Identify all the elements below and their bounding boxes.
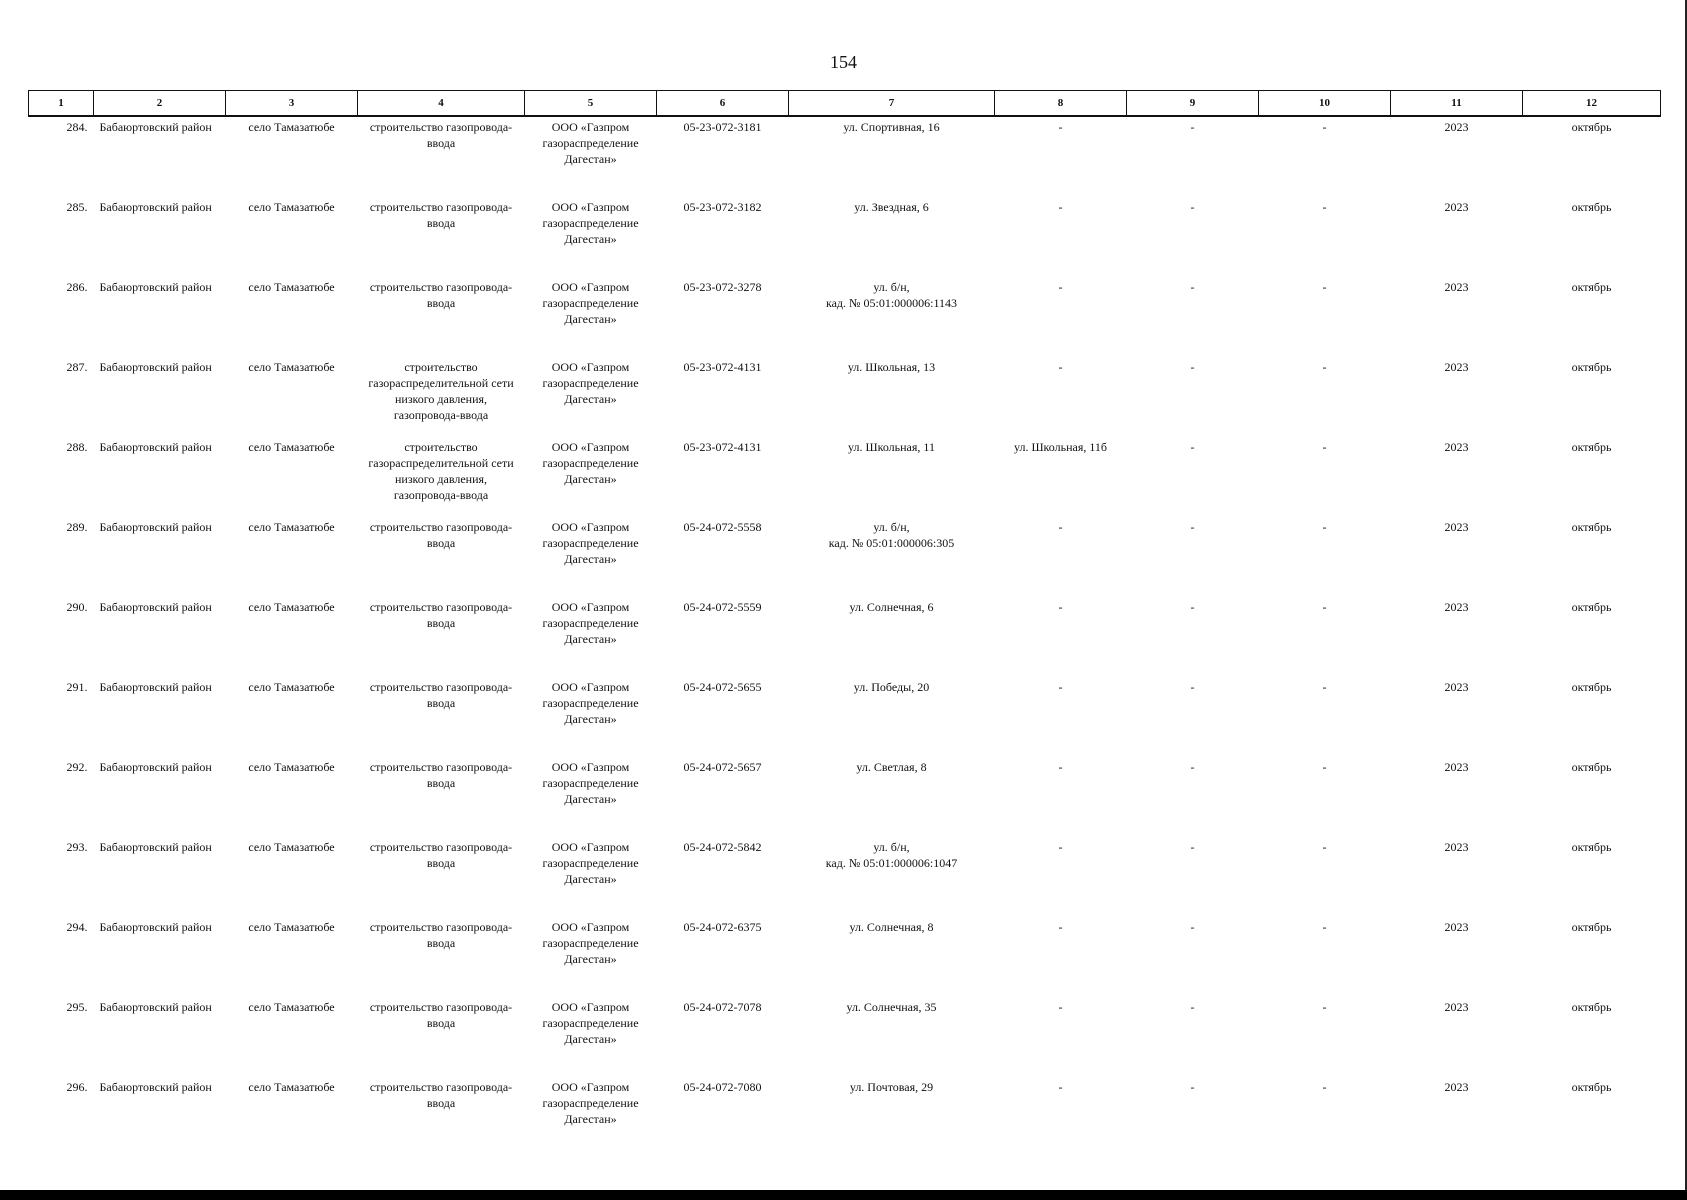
month-cell: октябрь (1571, 1000, 1612, 1014)
column-8-cell: - (1058, 520, 1063, 534)
locality-cell: село Тамазатюбе (248, 680, 335, 694)
work-type-cell (358, 197, 525, 277)
column-header: 8 (995, 91, 1127, 117)
organization-cell-line: газораспределение (542, 776, 639, 790)
work-type-cell-line: строительство (404, 360, 478, 374)
month-cell: октябрь (1571, 280, 1612, 294)
organization-cell-line: газораспределение (542, 696, 639, 710)
column-10-cell: - (1322, 920, 1327, 934)
month-cell: октябрь (1571, 920, 1612, 934)
application-code-cell: 05-23-072-3181 (683, 120, 762, 134)
column-9-cell: - (1190, 840, 1195, 854)
work-type-cell-line: строительство газопровода- (369, 200, 513, 214)
address-cell-line: кад. № 05:01:000006:305 (828, 536, 955, 550)
column-9-cell: - (1190, 600, 1195, 614)
organization-cell-line: ООО «Газпром (551, 280, 630, 294)
column-header: 10 (1259, 91, 1391, 117)
year-cell: 2023 (1444, 120, 1469, 134)
work-type-cell-line: газораспределительной сети (368, 456, 514, 470)
organization-cell-line: Дагестан» (564, 792, 617, 806)
district-cell: Бабаюртовский район (99, 360, 212, 374)
column-header: 12 (1523, 91, 1661, 117)
year-cell: 2023 (1444, 760, 1469, 774)
organization-cell (525, 757, 657, 837)
work-type-cell (358, 1077, 525, 1157)
organization-cell (525, 116, 657, 197)
address-cell-line: ул. Почтовая, 29 (849, 1080, 934, 1094)
application-code-cell: 05-23-072-4131 (683, 360, 762, 374)
organization-cell-line: ООО «Газпром (551, 520, 630, 534)
work-type-cell-line: строительство газопровода- (369, 280, 513, 294)
table-row (29, 677, 1661, 757)
work-type-cell-line: ввода (426, 776, 456, 790)
column-header: 5 (525, 91, 657, 117)
column-8-cell: - (1058, 840, 1063, 854)
work-type-cell-line: газопровода-ввода (393, 488, 489, 502)
row-number-cell: 288. (66, 440, 88, 454)
locality-cell: село Тамазатюбе (248, 360, 335, 374)
year-cell: 2023 (1444, 200, 1469, 214)
row-number-cell: 294. (66, 920, 88, 934)
address-cell (789, 597, 995, 677)
work-type-cell (358, 677, 525, 757)
application-code-cell: 05-23-072-4131 (683, 440, 762, 454)
column-number-header-row (29, 91, 1661, 117)
organization-cell-line: газораспределение (542, 536, 639, 550)
address-cell-line: ул. Солнечная, 35 (846, 1000, 937, 1014)
row-number-cell: 293. (66, 840, 88, 854)
month-cell: октябрь (1571, 840, 1612, 854)
year-cell: 2023 (1444, 440, 1469, 454)
organization-cell-line: газораспределение (542, 856, 639, 870)
table-row (29, 277, 1661, 357)
work-type-cell-line: ввода (426, 136, 456, 150)
table-row (29, 116, 1661, 197)
work-type-cell-line: строительство газопровода- (369, 600, 513, 614)
column-9-cell: - (1190, 680, 1195, 694)
district-cell: Бабаюртовский район (99, 680, 212, 694)
organization-cell-line: Дагестан» (564, 552, 617, 566)
locality-cell: село Тамазатюбе (248, 1080, 335, 1094)
application-code-cell: 05-24-072-7078 (683, 1000, 762, 1014)
table-row (29, 197, 1661, 277)
work-type-cell-line: низкого давления, (394, 472, 488, 486)
row-number-cell: 291. (66, 680, 88, 694)
work-type-cell-line: ввода (426, 616, 456, 630)
table-row (29, 757, 1661, 837)
address-cell (789, 757, 995, 837)
work-type-cell (358, 116, 525, 197)
address-cell (789, 837, 995, 917)
column-8-cell: ул. Школьная, 11б (1013, 440, 1108, 454)
organization-cell-line: ООО «Газпром (551, 1000, 630, 1014)
district-cell: Бабаюртовский район (99, 280, 212, 294)
organization-cell (525, 1077, 657, 1157)
column-9-cell: - (1190, 200, 1195, 214)
organization-cell-line: газораспределение (542, 376, 639, 390)
locality-cell: село Тамазатюбе (248, 200, 335, 214)
row-number-cell: 285. (66, 200, 88, 214)
column-header: 11 (1391, 91, 1523, 117)
organization-cell-line: ООО «Газпром (551, 920, 630, 934)
column-8-cell: - (1058, 200, 1063, 214)
organization-cell-line: газораспределение (542, 616, 639, 630)
column-8-cell: - (1058, 360, 1063, 374)
column-8-cell: - (1058, 680, 1063, 694)
table-row (29, 997, 1661, 1077)
column-10-cell: - (1322, 1000, 1327, 1014)
organization-cell-line: ООО «Газпром (551, 1080, 630, 1094)
work-type-cell-line: ввода (426, 216, 456, 230)
district-cell: Бабаюртовский район (99, 120, 212, 134)
application-code-cell: 05-23-072-3278 (683, 280, 762, 294)
month-cell: октябрь (1571, 1080, 1612, 1094)
column-10-cell: - (1322, 360, 1327, 374)
year-cell: 2023 (1444, 1000, 1469, 1014)
organization-cell (525, 597, 657, 677)
column-8-cell: - (1058, 760, 1063, 774)
work-type-cell-line: ввода (426, 536, 456, 550)
organization-cell-line: газораспределение (542, 216, 639, 230)
work-type-cell-line: строительство газопровода- (369, 520, 513, 534)
work-type-cell (358, 357, 525, 437)
locality-cell: село Тамазатюбе (248, 520, 335, 534)
application-code-cell: 05-24-072-5842 (683, 840, 762, 854)
row-number-cell: 289. (66, 520, 88, 534)
work-type-cell-line: газопровода-ввода (393, 408, 489, 422)
address-cell-line: кад. № 05:01:000006:1047 (825, 856, 958, 870)
table-row (29, 597, 1661, 677)
district-cell: Бабаюртовский район (99, 920, 212, 934)
organization-cell-line: ООО «Газпром (551, 120, 630, 134)
column-10-cell: - (1322, 440, 1327, 454)
locality-cell: село Тамазатюбе (248, 1000, 335, 1014)
organization-cell (525, 677, 657, 757)
address-cell-line: ул. Спортивная, 16 (843, 120, 940, 134)
column-9-cell: - (1190, 1080, 1195, 1094)
organization-cell-line: ООО «Газпром (551, 440, 630, 454)
organization-cell-line: ООО «Газпром (551, 680, 630, 694)
work-type-cell-line: строительство газопровода- (369, 760, 513, 774)
work-type-cell (358, 437, 525, 517)
year-cell: 2023 (1444, 1080, 1469, 1094)
table-row (29, 1077, 1661, 1157)
organization-cell-line: Дагестан» (564, 872, 617, 886)
column-10-cell: - (1322, 1080, 1327, 1094)
organization-cell-line: Дагестан» (564, 232, 617, 246)
locality-cell: село Тамазатюбе (248, 760, 335, 774)
work-type-cell-line: строительство газопровода- (369, 920, 513, 934)
table-row (29, 437, 1661, 517)
organization-cell (525, 517, 657, 597)
column-10-cell: - (1322, 840, 1327, 854)
application-code-cell: 05-24-072-5655 (683, 680, 762, 694)
work-type-cell-line: газораспределительной сети (368, 376, 514, 390)
address-cell (789, 197, 995, 277)
address-cell-line: кад. № 05:01:000006:1143 (825, 296, 958, 310)
column-9-cell: - (1190, 360, 1195, 374)
application-code-cell: 05-24-072-5657 (683, 760, 762, 774)
organization-cell (525, 837, 657, 917)
locality-cell: село Тамазатюбе (248, 120, 335, 134)
register-table (28, 90, 1661, 1157)
district-cell: Бабаюртовский район (99, 520, 212, 534)
work-type-cell-line: ввода (426, 1016, 456, 1030)
work-type-cell (358, 517, 525, 597)
work-type-cell-line: строительство газопровода- (369, 840, 513, 854)
locality-cell: село Тамазатюбе (248, 920, 335, 934)
work-type-cell-line: строительство газопровода- (369, 680, 513, 694)
work-type-cell (358, 917, 525, 997)
organization-cell-line: Дагестан» (564, 1112, 617, 1126)
month-cell: октябрь (1571, 120, 1612, 134)
district-cell: Бабаюртовский район (99, 1000, 212, 1014)
column-header: 2 (94, 91, 226, 117)
address-cell (789, 116, 995, 197)
locality-cell: село Тамазатюбе (248, 840, 335, 854)
locality-cell: село Тамазатюбе (248, 600, 335, 614)
organization-cell-line: Дагестан» (564, 1032, 617, 1046)
organization-cell-line: ООО «Газпром (551, 600, 630, 614)
organization-cell (525, 437, 657, 517)
column-10-cell: - (1322, 200, 1327, 214)
address-cell-line: ул. Солнечная, 8 (849, 920, 934, 934)
year-cell: 2023 (1444, 600, 1469, 614)
column-header: 4 (358, 91, 525, 117)
organization-cell-line: ООО «Газпром (551, 840, 630, 854)
organization-cell-line: ООО «Газпром (551, 360, 630, 374)
column-9-cell: - (1190, 1000, 1195, 1014)
application-code-cell: 05-24-072-5558 (683, 520, 762, 534)
organization-cell-line: ООО «Газпром (551, 760, 630, 774)
column-9-cell: - (1190, 440, 1195, 454)
work-type-cell-line: строительство газопровода- (369, 1080, 513, 1094)
column-header: 3 (226, 91, 358, 117)
work-type-cell-line: строительство (404, 440, 478, 454)
organization-cell-line: Дагестан» (564, 712, 617, 726)
register-body (29, 116, 1661, 1157)
organization-cell-line: газораспределение (542, 296, 639, 310)
organization-cell-line: ООО «Газпром (551, 200, 630, 214)
table-row (29, 837, 1661, 917)
address-cell-line: ул. Светлая, 8 (856, 760, 927, 774)
row-number-cell: 296. (66, 1080, 88, 1094)
work-type-cell (358, 757, 525, 837)
locality-cell: село Тамазатюбе (248, 440, 335, 454)
column-header: 9 (1127, 91, 1259, 117)
row-number-cell: 287. (66, 360, 88, 374)
year-cell: 2023 (1444, 360, 1469, 374)
row-number-cell: 295. (66, 1000, 88, 1014)
organization-cell-line: Дагестан» (564, 312, 617, 326)
district-cell: Бабаюртовский район (99, 840, 212, 854)
year-cell: 2023 (1444, 840, 1469, 854)
district-cell: Бабаюртовский район (99, 600, 212, 614)
month-cell: октябрь (1571, 520, 1612, 534)
month-cell: октябрь (1571, 680, 1612, 694)
address-cell (789, 517, 995, 597)
address-cell-line: ул. б/н, (873, 840, 910, 854)
year-cell: 2023 (1444, 920, 1469, 934)
district-cell: Бабаюртовский район (99, 440, 212, 454)
organization-cell (525, 357, 657, 437)
column-9-cell: - (1190, 760, 1195, 774)
row-number-cell: 290. (66, 600, 88, 614)
column-header: 6 (657, 91, 789, 117)
address-cell (789, 997, 995, 1077)
column-header: 7 (789, 91, 995, 117)
organization-cell (525, 917, 657, 997)
column-10-cell: - (1322, 600, 1327, 614)
application-code-cell: 05-24-072-5559 (683, 600, 762, 614)
year-cell: 2023 (1444, 520, 1469, 534)
work-type-cell-line: ввода (426, 936, 456, 950)
address-cell-line: ул. Школьная, 13 (847, 360, 936, 374)
address-cell (789, 677, 995, 757)
column-9-cell: - (1190, 280, 1195, 294)
year-cell: 2023 (1444, 680, 1469, 694)
work-type-cell-line: ввода (426, 1096, 456, 1110)
organization-cell-line: газораспределение (542, 456, 639, 470)
work-type-cell-line: ввода (426, 696, 456, 710)
work-type-cell (358, 277, 525, 357)
column-8-cell: - (1058, 120, 1063, 134)
application-code-cell: 05-24-072-6375 (683, 920, 762, 934)
work-type-cell (358, 997, 525, 1077)
address-cell (789, 357, 995, 437)
column-10-cell: - (1322, 520, 1327, 534)
organization-cell-line: газораспределение (542, 936, 639, 950)
work-type-cell-line: ввода (426, 296, 456, 310)
organization-cell-line: Дагестан» (564, 392, 617, 406)
column-8-cell: - (1058, 600, 1063, 614)
organization-cell-line: Дагестан» (564, 472, 617, 486)
row-number-cell: 292. (66, 760, 88, 774)
locality-cell: село Тамазатюбе (248, 280, 335, 294)
year-cell: 2023 (1444, 280, 1469, 294)
scan-bottom-band (0, 1190, 1687, 1200)
organization-cell-line: газораспределение (542, 1016, 639, 1030)
address-cell-line: ул. Победы, 20 (853, 680, 930, 694)
table-row (29, 517, 1661, 597)
district-cell: Бабаюртовский район (99, 200, 212, 214)
organization-cell-line: Дагестан» (564, 152, 617, 166)
column-8-cell: - (1058, 920, 1063, 934)
column-9-cell: - (1190, 520, 1195, 534)
work-type-cell (358, 597, 525, 677)
organization-cell-line: Дагестан» (564, 952, 617, 966)
address-cell (789, 917, 995, 997)
column-10-cell: - (1322, 280, 1327, 294)
district-cell: Бабаюртовский район (99, 1080, 212, 1094)
column-10-cell: - (1322, 760, 1327, 774)
row-number-cell: 284. (66, 120, 88, 134)
address-cell-line: ул. б/н, (873, 520, 910, 534)
column-8-cell: - (1058, 280, 1063, 294)
column-8-cell: - (1058, 1000, 1063, 1014)
month-cell: октябрь (1571, 360, 1612, 374)
address-cell-line: ул. Звездная, 6 (854, 200, 929, 214)
organization-cell-line: газораспределение (542, 136, 639, 150)
table-row (29, 357, 1661, 437)
work-type-cell-line: ввода (426, 856, 456, 870)
organization-cell (525, 197, 657, 277)
month-cell: октябрь (1571, 200, 1612, 214)
address-cell (789, 277, 995, 357)
column-10-cell: - (1322, 680, 1327, 694)
organization-cell (525, 997, 657, 1077)
address-cell-line: ул. Школьная, 11 (848, 440, 935, 454)
district-cell: Бабаюртовский район (99, 760, 212, 774)
address-cell-line: ул. б/н, (873, 280, 910, 294)
column-header: 1 (29, 91, 94, 117)
table-row (29, 917, 1661, 997)
application-code-cell: 05-23-072-3182 (683, 200, 762, 214)
work-type-cell-line: строительство газопровода- (369, 120, 513, 134)
row-number-cell: 286. (66, 280, 88, 294)
address-cell-line: ул. Солнечная, 6 (849, 600, 934, 614)
organization-cell-line: Дагестан» (564, 632, 617, 646)
address-cell (789, 437, 995, 517)
work-type-cell-line: строительство газопровода- (369, 1000, 513, 1014)
column-9-cell: - (1190, 120, 1195, 134)
work-type-cell (358, 837, 525, 917)
organization-cell-line: газораспределение (542, 1096, 639, 1110)
month-cell: октябрь (1571, 440, 1612, 454)
organization-cell (525, 277, 657, 357)
column-9-cell: - (1190, 920, 1195, 934)
month-cell: октябрь (1571, 600, 1612, 614)
page-number: 154 (830, 52, 857, 72)
column-10-cell: - (1322, 120, 1327, 134)
address-cell (789, 1077, 995, 1157)
month-cell: октябрь (1571, 760, 1612, 774)
application-code-cell: 05-24-072-7080 (683, 1080, 762, 1094)
column-8-cell: - (1058, 1080, 1063, 1094)
work-type-cell-line: низкого давления, (394, 392, 488, 406)
